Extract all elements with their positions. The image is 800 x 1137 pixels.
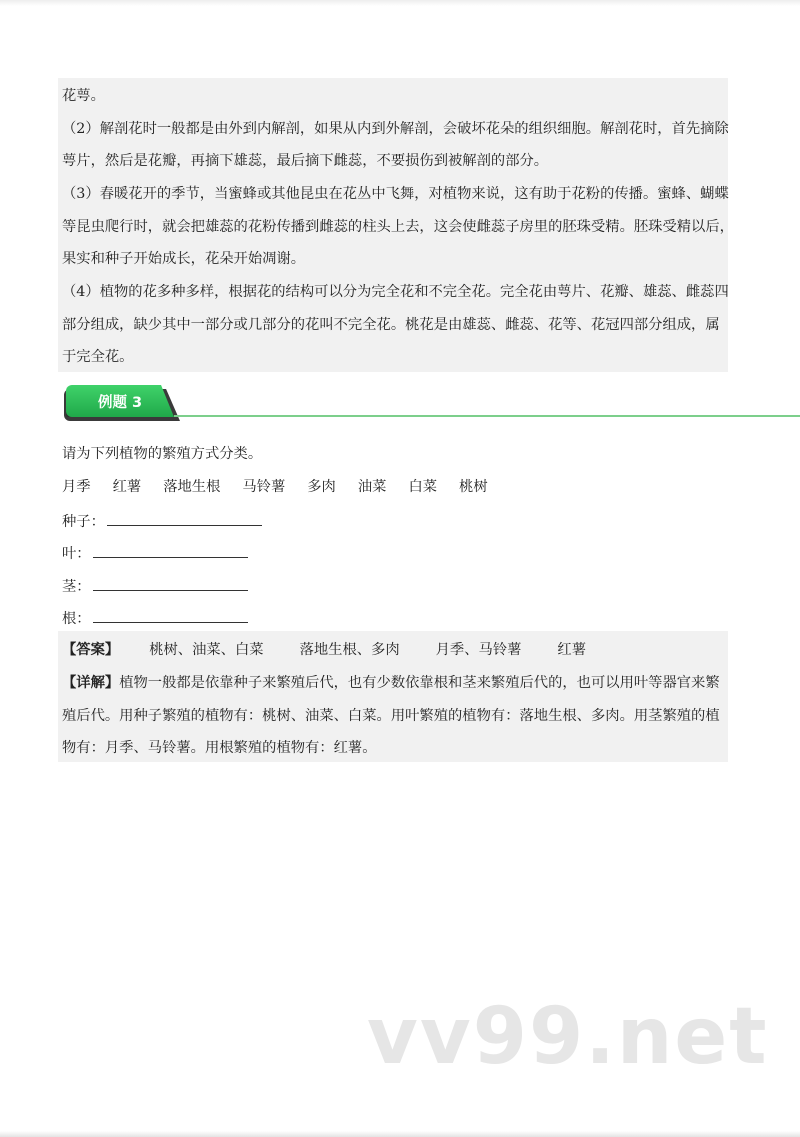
plant-item: 落地生根 bbox=[163, 479, 221, 495]
leaf-field-label: 叶： bbox=[62, 546, 91, 562]
explanation-line: 殖后代。用种子繁殖的植物有：桃树、油菜、白菜。用叶繁殖的植物有：落地生根、多肉。用茎繁殖的植 bbox=[62, 708, 720, 724]
explanation-line: 物有：月季、马铃薯。用根繁殖的植物有：红薯。 bbox=[62, 740, 377, 756]
stem-field-row bbox=[62, 575, 248, 595]
root-field-row bbox=[62, 607, 248, 627]
solution-line: 部分组成，缺少其中一部分或几部分的花叫不完全花。桃花是由雄蕊、雌蕊、花等、花冠四部分组成，属 bbox=[62, 317, 720, 333]
plant-item: 白菜 bbox=[408, 479, 438, 495]
stem-field-label: 茎： bbox=[62, 579, 91, 595]
plant-item: 多肉 bbox=[307, 479, 336, 495]
plant-item: 红薯 bbox=[112, 479, 142, 495]
answer-item: 月季、马铃薯 bbox=[435, 642, 522, 658]
root-answer-blank[interactable] bbox=[93, 607, 248, 623]
leaf-field-row bbox=[62, 542, 248, 562]
answer-item: 落地生根、多肉 bbox=[299, 642, 400, 658]
plant-item: 油菜 bbox=[357, 479, 387, 495]
plant-item: 马铃薯 bbox=[242, 479, 286, 495]
page-top-edge bbox=[0, 0, 800, 6]
watermark: vv99.net bbox=[367, 992, 769, 1082]
solution-line: （4）植物的花多种多样，根据花的结构可以分为完全花和不完全花。完全花由萼片、花瓣、雄蕊、雌蕊四 bbox=[62, 284, 729, 300]
explanation-label: 【详解】 bbox=[62, 675, 120, 691]
plant-item: 桃树 bbox=[459, 479, 488, 495]
answer-row bbox=[62, 640, 622, 660]
question-text: 请为下列植物的繁殖方式分类。 bbox=[62, 446, 263, 462]
plant-item: 月季 bbox=[62, 479, 91, 495]
solution-line: （2）解剖花时一般都是由外到内解剖，如果从内到外解剖，会破坏花朵的组织细胞。解剖花时，首先摘除 bbox=[62, 121, 729, 137]
root-field-label: 根： bbox=[62, 611, 91, 627]
plant-list bbox=[62, 477, 510, 497]
stem-answer-blank[interactable] bbox=[93, 575, 248, 591]
explanation-text: 植物一般都是依靠种子来繁殖后代，也有少数依靠根和茎来繁殖后代的，也可以用叶等器官来繁 bbox=[119, 675, 720, 691]
solution-line: 花萼。 bbox=[62, 88, 105, 104]
seed-answer-blank[interactable] bbox=[107, 510, 262, 526]
solution-line: 果实和种子开始成长，花朵开始凋谢。 bbox=[62, 251, 306, 267]
solution-line: 萼片，然后是花瓣，再摘下雄蕊，最后摘下雌蕊，不要损伤到被解剖的部分。 bbox=[62, 153, 549, 169]
example-header bbox=[58, 385, 748, 425]
example-title: 例题 3 bbox=[98, 395, 143, 411]
solution-line: 于完全花。 bbox=[62, 349, 134, 365]
seed-field-label: 种子： bbox=[62, 514, 105, 530]
answer-item: 桃树、油菜、白菜 bbox=[149, 642, 264, 658]
answer-item: 红薯 bbox=[557, 642, 587, 658]
answer-label: 【答案】 bbox=[62, 642, 120, 658]
page-bottom-edge bbox=[0, 1131, 800, 1137]
example-divider bbox=[174, 415, 800, 417]
leaf-answer-blank[interactable] bbox=[93, 542, 248, 558]
solution-line: （3）春暖花开的季节，当蜜蜂或其他昆虫在花丛中飞舞，对植物来说，这有助于花粉的传播。蜜蜂、蝴蝶 bbox=[62, 186, 729, 202]
seed-field-row bbox=[62, 510, 262, 530]
solution-line: 等昆虫爬行时，就会把雄蕊的花粉传播到雌蕊的柱头上去，这会使雌蕊子房里的胚珠受精。胚珠受精以后， bbox=[62, 219, 734, 235]
explanation-line bbox=[62, 673, 720, 693]
